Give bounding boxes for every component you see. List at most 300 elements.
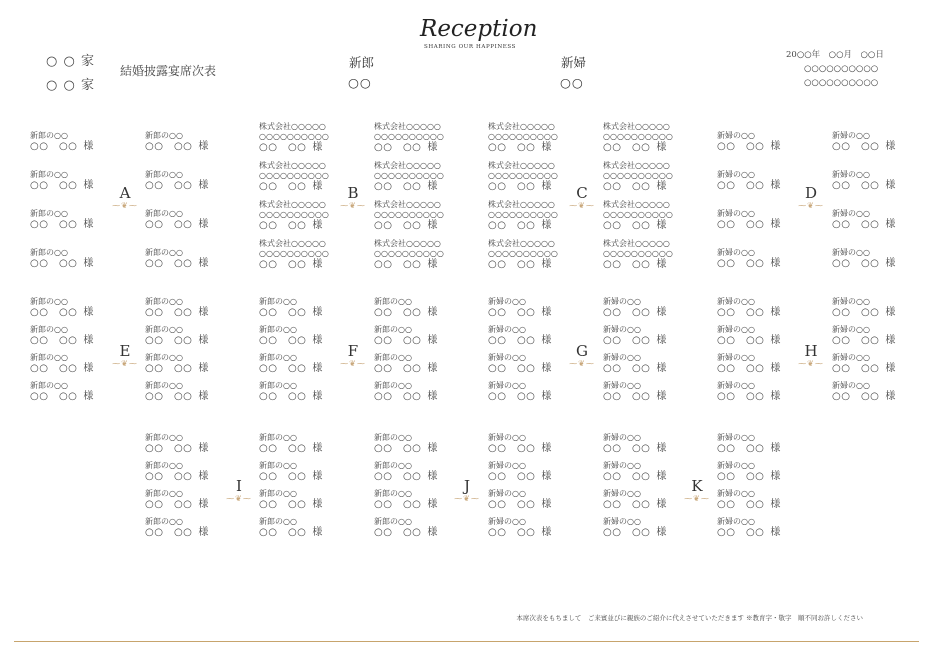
guest-honorific: 様 xyxy=(312,220,323,231)
guest-entry xyxy=(832,248,922,270)
guest-relation: 新婦の○○ xyxy=(717,209,755,218)
guest-relation: 新婦の○○ xyxy=(717,325,755,334)
guest-company-department: ○○○○○○○○○○ xyxy=(603,132,673,141)
guest-entry xyxy=(603,517,693,539)
guest-name-line xyxy=(259,142,349,154)
bride-name: ○○ xyxy=(560,75,584,90)
guest-relation: 株式会社○○○○○ xyxy=(603,161,670,170)
leaf-ornament-icon: ⁓❦⁓ xyxy=(569,201,595,210)
guest-name-line xyxy=(374,443,464,455)
guest-name: ○○ ○○ xyxy=(145,141,193,152)
guest-name: ○○ ○○ xyxy=(374,471,422,482)
guest-honorific: 様 xyxy=(198,141,209,152)
guest-relation: 株式会社○○○○○ xyxy=(603,122,670,131)
table-letter: B xyxy=(347,184,359,202)
guest-name: ○○ ○○ xyxy=(259,335,307,346)
table-letter: K xyxy=(691,477,703,495)
guest-honorific: 様 xyxy=(312,259,323,270)
guest-name-line xyxy=(259,443,349,455)
guest-relation: 新婦の○○ xyxy=(603,325,641,334)
guest-name: ○○ ○○ xyxy=(259,471,307,482)
table-marker xyxy=(100,342,150,368)
guest-relation: 株式会社○○○○○ xyxy=(488,200,555,209)
guest-relation: 新婦の○○ xyxy=(832,131,870,140)
guest-honorific: 様 xyxy=(198,499,209,510)
guest-company-department: ○○○○○○○○○○ xyxy=(259,171,329,180)
guest-entry xyxy=(488,517,578,539)
guest-relation: 新郎の○○ xyxy=(145,461,183,470)
guest-name: ○○ ○○ xyxy=(259,142,307,153)
guest-name: ○○ ○○ xyxy=(832,391,880,402)
guest-company-department: ○○○○○○○○○○ xyxy=(374,132,444,141)
guest-honorific: 様 xyxy=(656,307,667,318)
guest-entry xyxy=(259,517,349,539)
table-letter: J xyxy=(463,477,470,495)
guest-honorific: 様 xyxy=(770,335,781,346)
guest-honorific: 様 xyxy=(198,527,209,538)
guest-name: ○○ ○○ xyxy=(603,471,651,482)
guest-honorific: 様 xyxy=(656,363,667,374)
guest-relation: 株式会社○○○○○ xyxy=(603,200,670,209)
guest-name: ○○ ○○ xyxy=(717,141,765,152)
guest-name-line xyxy=(488,259,578,271)
guest-relation: 株式会社○○○○○ xyxy=(374,239,441,248)
logo-subtitle: SHARING OUR HAPPINESS xyxy=(423,44,517,50)
footer-note: 本席次表をもちまして ご来賓並びに親族のご紹介に代えさせていただきます ※教育字・敬字 順不同お許しください xyxy=(516,614,863,622)
table-letter: E xyxy=(119,342,131,360)
guest-honorific: 様 xyxy=(770,527,781,538)
guest-name: ○○ ○○ xyxy=(374,259,422,270)
table-letter: F xyxy=(347,342,359,360)
guest-honorific: 様 xyxy=(656,335,667,346)
guest-honorific: 様 xyxy=(427,142,438,153)
table-marker xyxy=(672,477,722,503)
guest-honorific: 様 xyxy=(656,220,667,231)
guest-relation: 新郎の○○ xyxy=(374,517,412,526)
guest-relation: 新郎の○○ xyxy=(145,170,183,179)
guest-relation: 新郎の○○ xyxy=(374,381,412,390)
guest-relation: 新婦の○○ xyxy=(832,297,870,306)
guest-name: ○○ ○○ xyxy=(259,527,307,538)
guest-relation: 新郎の○○ xyxy=(374,433,412,442)
guest-name: ○○ ○○ xyxy=(30,258,78,269)
guest-name-line xyxy=(259,307,349,319)
guest-entry xyxy=(374,161,464,193)
guest-company-department: ○○○○○○○○○○ xyxy=(374,210,444,219)
guest-honorific: 様 xyxy=(312,307,323,318)
guest-name-line xyxy=(145,443,235,455)
guest-name: ○○ ○○ xyxy=(374,142,422,153)
guest-honorific: 様 xyxy=(656,499,667,510)
guest-entry xyxy=(259,433,349,455)
guest-relation: 株式会社○○○○○ xyxy=(488,122,555,131)
guest-name-line xyxy=(259,527,349,539)
guest-relation: 新郎の○○ xyxy=(145,297,183,306)
guest-relation: 新郎の○○ xyxy=(145,381,183,390)
guest-name-line xyxy=(259,499,349,511)
guest-name-line xyxy=(488,527,578,539)
guest-honorific: 様 xyxy=(83,219,94,230)
guest-name-line xyxy=(603,181,693,193)
guest-relation: 新郎の○○ xyxy=(30,381,68,390)
guest-relation: 新婦の○○ xyxy=(488,381,526,390)
guest-name: ○○ ○○ xyxy=(717,219,765,230)
guest-relation: 新婦の○○ xyxy=(488,489,526,498)
guest-entry xyxy=(259,297,349,319)
guest-relation: 新郎の○○ xyxy=(145,433,183,442)
table-marker xyxy=(328,184,378,210)
guest-honorific: 様 xyxy=(656,391,667,402)
guest-name-line xyxy=(374,527,464,539)
guest-entry xyxy=(832,381,922,403)
guest-name-line xyxy=(717,471,807,483)
guest-honorific: 様 xyxy=(770,391,781,402)
guest-relation: 株式会社○○○○○ xyxy=(374,200,441,209)
logo-script: Reception xyxy=(420,16,538,42)
guest-entry xyxy=(832,325,922,347)
guest-entry xyxy=(488,239,578,271)
guest-entry xyxy=(717,381,807,403)
guest-honorific: 様 xyxy=(312,443,323,454)
guest-relation: 新郎の○○ xyxy=(374,325,412,334)
guest-company-department: ○○○○○○○○○○ xyxy=(374,249,444,258)
guest-name: ○○ ○○ xyxy=(145,307,193,318)
guest-entry xyxy=(603,297,693,319)
guest-entry xyxy=(488,297,578,319)
guest-honorific: 様 xyxy=(541,499,552,510)
guest-relation: 新郎の○○ xyxy=(30,170,68,179)
guest-name: ○○ ○○ xyxy=(30,391,78,402)
leaf-ornament-icon: ⁓❦⁓ xyxy=(340,359,366,368)
guest-name-line xyxy=(145,141,235,153)
guest-relation: 株式会社○○○○○ xyxy=(259,122,326,131)
guest-honorific: 様 xyxy=(83,363,94,374)
guest-honorific: 様 xyxy=(312,181,323,192)
guest-relation: 新婦の○○ xyxy=(832,248,870,257)
guest-honorific: 様 xyxy=(770,180,781,191)
guest-name: ○○ ○○ xyxy=(717,180,765,191)
guest-name-line xyxy=(832,363,922,375)
guest-name: ○○ ○○ xyxy=(259,391,307,402)
guest-name-line xyxy=(603,259,693,271)
guest-name-line xyxy=(603,220,693,232)
guest-name-line xyxy=(374,307,464,319)
guest-relation: 新郎の○○ xyxy=(30,297,68,306)
guest-entry xyxy=(30,131,120,153)
guest-name-line xyxy=(488,391,578,403)
guest-honorific: 様 xyxy=(541,527,552,538)
guest-honorific: 様 xyxy=(770,258,781,269)
guest-entry xyxy=(603,325,693,347)
guest-entry xyxy=(717,517,807,539)
guest-company-department: ○○○○○○○○○○ xyxy=(488,210,558,219)
guest-name: ○○ ○○ xyxy=(603,259,651,270)
guest-name-line xyxy=(30,141,120,153)
guest-relation: 新郎の○○ xyxy=(259,297,297,306)
guest-relation: 新婦の○○ xyxy=(488,353,526,362)
guest-honorific: 様 xyxy=(541,471,552,482)
guest-name-line xyxy=(603,142,693,154)
guest-name: ○○ ○○ xyxy=(488,307,536,318)
guest-entry xyxy=(30,248,120,270)
guest-relation: 新郎の○○ xyxy=(374,489,412,498)
guest-name: ○○ ○○ xyxy=(717,363,765,374)
guest-entry xyxy=(145,131,235,153)
guest-entry xyxy=(488,381,578,403)
guest-entry xyxy=(832,209,922,231)
leaf-ornament-icon: ⁓❦⁓ xyxy=(798,201,824,210)
guest-entry xyxy=(145,353,235,375)
guest-relation: 新郎の○○ xyxy=(30,353,68,362)
guest-honorific: 様 xyxy=(83,391,94,402)
guest-name: ○○ ○○ xyxy=(30,307,78,318)
groom-name: ○○ xyxy=(348,75,372,90)
guest-name: ○○ ○○ xyxy=(717,335,765,346)
guest-name-line xyxy=(603,527,693,539)
guest-honorific: 様 xyxy=(541,181,552,192)
page-title: 結婚披露宴席次表 xyxy=(120,64,217,78)
guest-entry xyxy=(145,433,235,455)
guest-entry xyxy=(603,433,693,455)
guest-honorific: 様 xyxy=(427,391,438,402)
guest-entry xyxy=(145,325,235,347)
guest-name: ○○ ○○ xyxy=(259,259,307,270)
guest-name-line xyxy=(717,391,807,403)
guest-honorific: 様 xyxy=(427,363,438,374)
guest-name: ○○ ○○ xyxy=(832,307,880,318)
guest-name: ○○ ○○ xyxy=(145,219,193,230)
guest-entry xyxy=(717,248,807,270)
guest-entry xyxy=(259,489,349,511)
guest-name: ○○ ○○ xyxy=(488,363,536,374)
guest-relation: 新婦の○○ xyxy=(488,325,526,334)
guest-name-line xyxy=(488,443,578,455)
guest-name-line xyxy=(374,363,464,375)
guest-name: ○○ ○○ xyxy=(145,391,193,402)
guest-name: ○○ ○○ xyxy=(488,527,536,538)
guest-honorific: 様 xyxy=(770,499,781,510)
guest-entry xyxy=(259,461,349,483)
guest-relation: 新郎の○○ xyxy=(259,461,297,470)
guest-entry xyxy=(259,122,349,154)
guest-honorific: 様 xyxy=(198,363,209,374)
guest-name: ○○ ○○ xyxy=(374,335,422,346)
guest-honorific: 様 xyxy=(312,391,323,402)
guest-relation: 新郎の○○ xyxy=(259,381,297,390)
guest-entry xyxy=(832,131,922,153)
guest-name-line xyxy=(259,259,349,271)
guest-name: ○○ ○○ xyxy=(259,499,307,510)
guest-name-line xyxy=(30,307,120,319)
guest-relation: 新婦の○○ xyxy=(603,489,641,498)
guest-entry xyxy=(145,170,235,192)
guest-entry xyxy=(30,297,120,319)
guest-name: ○○ ○○ xyxy=(145,443,193,454)
guest-relation: 新婦の○○ xyxy=(832,353,870,362)
guest-name: ○○ ○○ xyxy=(488,499,536,510)
guest-name: ○○ ○○ xyxy=(717,258,765,269)
guest-honorific: 様 xyxy=(198,443,209,454)
guest-name-line xyxy=(717,443,807,455)
guest-relation: 新婦の○○ xyxy=(832,381,870,390)
guest-honorific: 様 xyxy=(885,219,896,230)
table-marker xyxy=(557,342,607,368)
bride-family: ○ ○ 家 xyxy=(46,78,95,93)
guest-relation: 新婦の○○ xyxy=(717,489,755,498)
guest-name: ○○ ○○ xyxy=(374,527,422,538)
guest-relation: 新郎の○○ xyxy=(145,209,183,218)
guest-company-department: ○○○○○○○○○○ xyxy=(374,171,444,180)
guest-name-line xyxy=(832,258,922,270)
guest-company-department: ○○○○○○○○○○ xyxy=(259,249,329,258)
guest-honorific: 様 xyxy=(885,335,896,346)
guest-relation: 新郎の○○ xyxy=(145,248,183,257)
guest-honorific: 様 xyxy=(427,259,438,270)
table-marker xyxy=(214,477,264,503)
guest-relation: 新婦の○○ xyxy=(717,297,755,306)
guest-relation: 新婦の○○ xyxy=(717,131,755,140)
guest-relation: 新婦の○○ xyxy=(717,433,755,442)
guest-honorific: 様 xyxy=(885,141,896,152)
guest-name: ○○ ○○ xyxy=(832,180,880,191)
guest-honorific: 様 xyxy=(427,307,438,318)
guest-honorific: 様 xyxy=(198,471,209,482)
guest-name-line xyxy=(832,307,922,319)
guest-honorific: 様 xyxy=(770,363,781,374)
guest-name-line xyxy=(259,471,349,483)
date-block xyxy=(786,48,884,90)
guest-name-line xyxy=(374,181,464,193)
guest-name: ○○ ○○ xyxy=(603,391,651,402)
guest-name: ○○ ○○ xyxy=(603,142,651,153)
guest-name: ○○ ○○ xyxy=(832,141,880,152)
guest-name: ○○ ○○ xyxy=(832,335,880,346)
guest-name: ○○ ○○ xyxy=(374,220,422,231)
guest-name: ○○ ○○ xyxy=(603,335,651,346)
guest-relation: 株式会社○○○○○ xyxy=(374,161,441,170)
guest-relation: 新婦の○○ xyxy=(488,517,526,526)
guest-name: ○○ ○○ xyxy=(259,181,307,192)
guest-relation: 新郎の○○ xyxy=(259,353,297,362)
guest-honorific: 様 xyxy=(198,180,209,191)
guest-honorific: 様 xyxy=(198,307,209,318)
guest-name: ○○ ○○ xyxy=(374,307,422,318)
table-marker xyxy=(786,342,836,368)
guest-relation: 株式会社○○○○○ xyxy=(259,161,326,170)
guest-name-line xyxy=(259,391,349,403)
guest-entry xyxy=(374,239,464,271)
guest-name: ○○ ○○ xyxy=(488,142,536,153)
guest-relation: 新郎の○○ xyxy=(145,517,183,526)
guest-name: ○○ ○○ xyxy=(717,499,765,510)
guest-entry xyxy=(603,161,693,193)
guest-honorific: 様 xyxy=(541,259,552,270)
guest-entry xyxy=(488,461,578,483)
guest-name-line xyxy=(603,391,693,403)
guest-name: ○○ ○○ xyxy=(488,335,536,346)
guest-name: ○○ ○○ xyxy=(259,220,307,231)
guest-name: ○○ ○○ xyxy=(374,443,422,454)
guest-entry xyxy=(374,433,464,455)
guest-honorific: 様 xyxy=(656,259,667,270)
guest-name-line xyxy=(145,527,235,539)
guest-honorific: 様 xyxy=(656,443,667,454)
guest-company-department: ○○○○○○○○○○ xyxy=(603,210,673,219)
bride-label: 新婦 xyxy=(561,55,587,70)
guest-entry xyxy=(717,297,807,319)
guest-name: ○○ ○○ xyxy=(603,499,651,510)
guest-relation: 新婦の○○ xyxy=(603,433,641,442)
guest-name-line xyxy=(717,527,807,539)
guest-entry xyxy=(145,297,235,319)
guest-entry xyxy=(145,517,235,539)
guest-relation: 新婦の○○ xyxy=(603,517,641,526)
guest-honorific: 様 xyxy=(656,527,667,538)
guest-honorific: 様 xyxy=(427,471,438,482)
guest-honorific: 様 xyxy=(770,141,781,152)
guest-honorific: 様 xyxy=(541,220,552,231)
guest-entry xyxy=(30,209,120,231)
guest-name-line xyxy=(832,219,922,231)
guest-name: ○○ ○○ xyxy=(259,363,307,374)
guest-relation: 新婦の○○ xyxy=(717,353,755,362)
guest-name: ○○ ○○ xyxy=(30,335,78,346)
table-marker xyxy=(442,477,492,503)
guest-honorific: 様 xyxy=(541,363,552,374)
guest-name-line xyxy=(603,335,693,347)
guest-name: ○○ ○○ xyxy=(717,307,765,318)
table-marker xyxy=(786,184,836,210)
guest-relation: 新郎の○○ xyxy=(145,353,183,362)
guest-entry xyxy=(145,248,235,270)
guest-relation: 株式会社○○○○○ xyxy=(488,161,555,170)
guest-entry xyxy=(145,209,235,231)
guest-name-line xyxy=(145,307,235,319)
guest-entry xyxy=(259,239,349,271)
guest-name-line xyxy=(488,499,578,511)
guest-name-line xyxy=(374,391,464,403)
guest-name-line xyxy=(717,499,807,511)
guest-name-line xyxy=(30,219,120,231)
guest-relation: 株式会社○○○○○ xyxy=(488,239,555,248)
guest-company-department: ○○○○○○○○○○ xyxy=(488,132,558,141)
guest-honorific: 様 xyxy=(312,335,323,346)
leaf-ornament-icon: ⁓❦⁓ xyxy=(454,494,480,503)
guest-name: ○○ ○○ xyxy=(145,363,193,374)
leaf-ornament-icon: ⁓❦⁓ xyxy=(112,359,138,368)
guest-name-line xyxy=(832,180,922,192)
guest-name: ○○ ○○ xyxy=(374,181,422,192)
guest-name: ○○ ○○ xyxy=(488,181,536,192)
guest-honorific: 様 xyxy=(427,499,438,510)
guest-name-line xyxy=(145,219,235,231)
guest-name: ○○ ○○ xyxy=(603,443,651,454)
guest-name: ○○ ○○ xyxy=(259,307,307,318)
guest-relation: 新郎の○○ xyxy=(259,517,297,526)
guest-relation: 株式会社○○○○○ xyxy=(374,122,441,131)
guest-honorific: 様 xyxy=(427,443,438,454)
guest-name-line xyxy=(374,335,464,347)
guest-relation: 新婦の○○ xyxy=(832,325,870,334)
guest-entry xyxy=(374,297,464,319)
groom-label: 新郎 xyxy=(349,55,375,70)
leaf-ornament-icon: ⁓❦⁓ xyxy=(340,201,366,210)
guest-honorific: 様 xyxy=(427,220,438,231)
guest-company-department: ○○○○○○○○○○ xyxy=(259,132,329,141)
guest-entry xyxy=(374,353,464,375)
guest-company-department: ○○○○○○○○○○ xyxy=(603,171,673,180)
guest-name-line xyxy=(30,391,120,403)
